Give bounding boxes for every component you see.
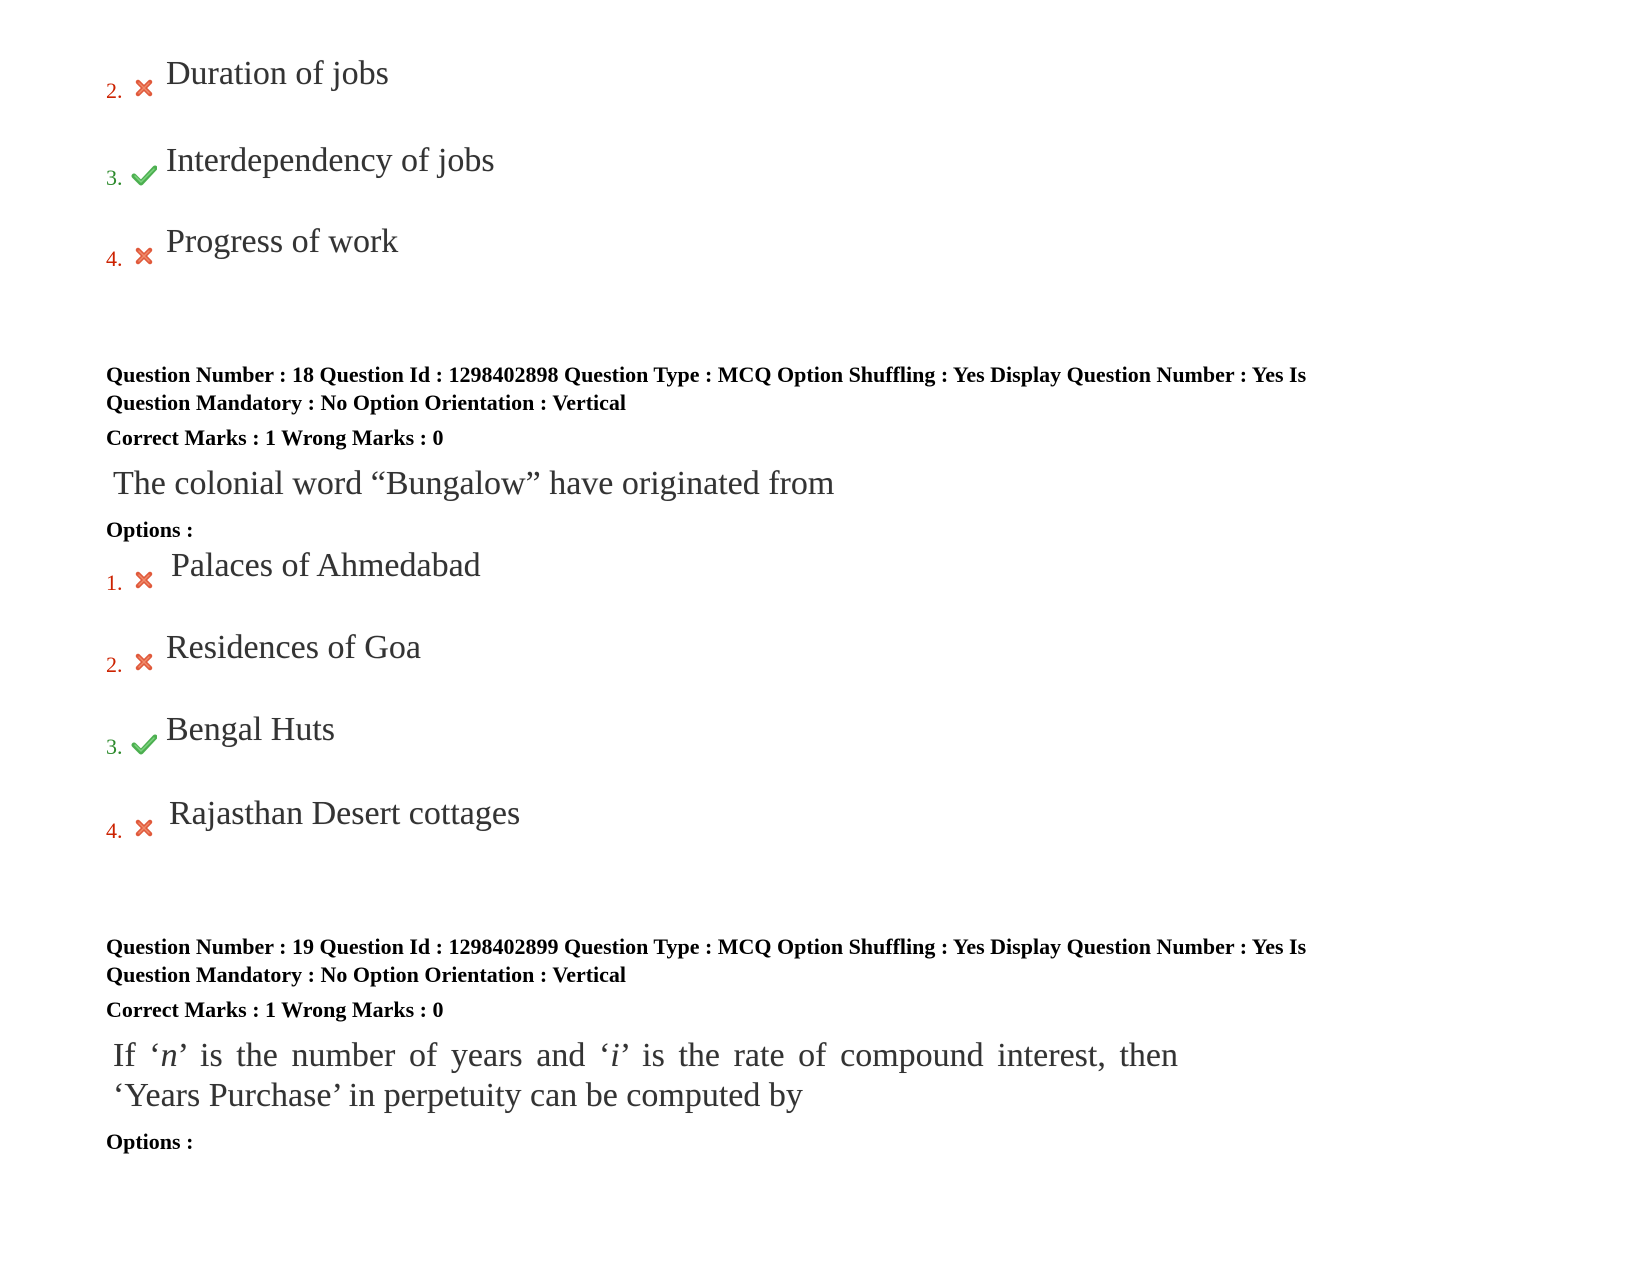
option-text: Duration of jobs [166,55,389,92]
option-number: 3. [106,734,123,759]
option-text: Rajasthan Desert cottages [169,795,521,832]
option-number: 2. [106,78,123,103]
prev-option-4 [106,214,1006,274]
q18-marks: Correct Marks : 1 Wrong Marks : 0 [106,425,444,450]
q18-meta [106,361,1546,417]
prev-option-3 [106,133,1006,193]
cross-icon [131,76,157,100]
q19-stem [113,1036,1178,1116]
q19-stem-line1: If ‘n’ is the number of years and ‘i’ is the rate of compound interest, then [113,1037,1179,1074]
q19-marks: Correct Marks : 1 Wrong Marks : 0 [106,997,444,1022]
cross-icon [131,816,157,840]
cross-icon [131,650,157,674]
check-icon [131,732,157,756]
q18-stem: The colonial word “Bungalow” have originated from [113,465,835,502]
q19-meta-line2: Question Mandatory : No Option Orientation : Vertical [106,962,627,987]
option-number: 3. [106,165,123,190]
q18-meta-line1: Question Number : 18 Question Id : 1298402898 Question Type : MCQ Option Shuffling : Yes Display Question Number : Yes Is [106,362,1307,387]
option-number: 4. [106,818,123,843]
check-icon [131,163,157,187]
cross-icon [131,244,157,268]
option-text: Bengal Huts [166,711,336,748]
prev-option-2 [106,46,1006,106]
q18-option-3 [106,702,1006,762]
q18-option-2 [106,620,1006,680]
q18-option-1 [106,538,1006,598]
q18-option-4 [106,786,1006,846]
cross-icon [131,568,157,592]
q18-meta-line2: Question Mandatory : No Option Orientation : Vertical [106,390,627,415]
q19-stem-line2: ‘Years Purchase’ in perpetuity can be computed by [113,1077,803,1114]
option-number: 2. [106,652,123,677]
q19-meta-line1: Question Number : 19 Question Id : 1298402899 Question Type : MCQ Option Shuffling : Yes Display Question Number : Yes Is [106,934,1307,959]
option-text: Progress of work [166,223,399,260]
option-number: 1. [106,570,123,595]
option-text: Residences of Goa [166,629,421,666]
q19-options-label: Options : [106,1129,194,1154]
option-number: 4. [106,246,123,271]
q19-meta [106,933,1546,989]
option-text: Interdependency of jobs [166,142,495,179]
option-text: Palaces of Ahmedabad [171,547,481,584]
q18-options-label: Options : [106,517,194,542]
